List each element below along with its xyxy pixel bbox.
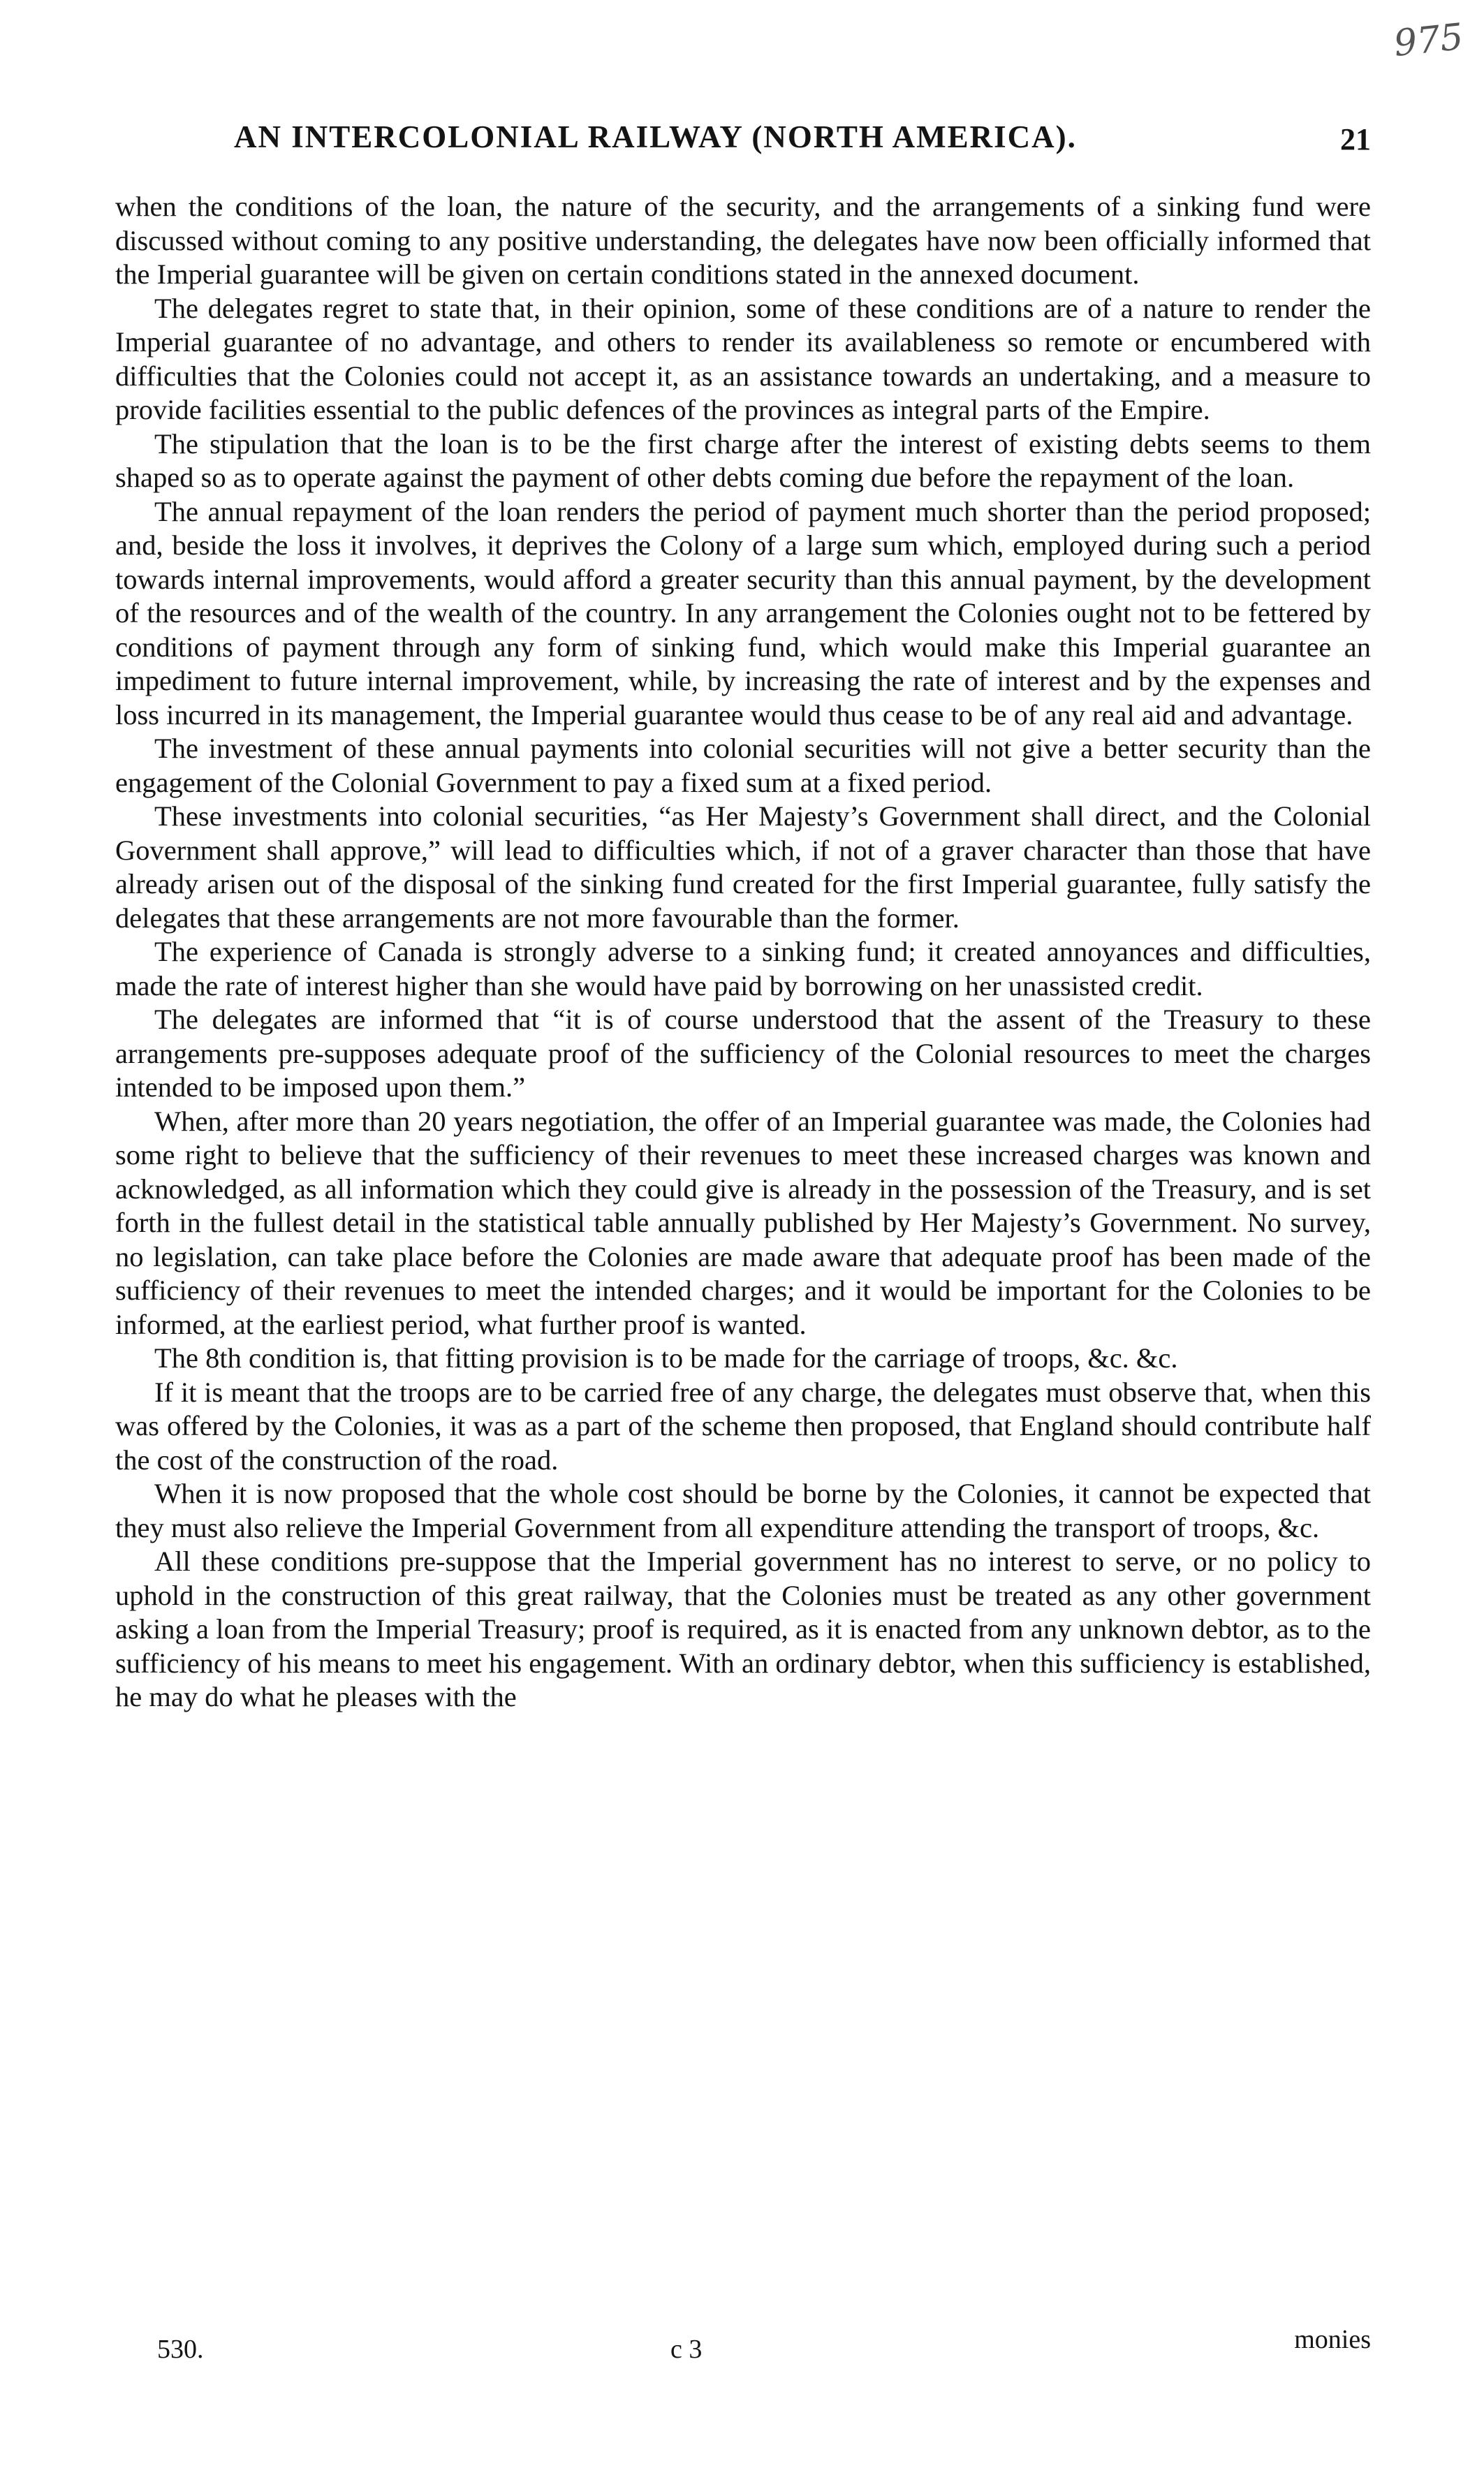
paragraph: The annual repayment of the loan renders the period of payment much shorter than the period proposed; and, beside the loss it involves, it deprives the Colony of a large sum which, employed during such a period towards internal improvements, would afford a greater security than this annual payment, by the development of the resources and of the wealth of the country. In any arrangement the Colonies ought not to be fettered by conditions of payment through any form of sinking fund, which would make this Imperial guarantee an impediment to future internal improvement, while, by increasing the rate of interest and by the expenses and loss incurred in its management, the Imperial guarantee would thus cease to be of any real aid and advantage. (115, 495, 1371, 730)
page-number: 21 (1340, 122, 1371, 156)
signature-letter: c 3 (670, 2335, 703, 2364)
paragraph: The delegates are informed that “it is of course understood that the assent of the Treasury to these arrangements pre-supposes adequate proof of the sufficiency of the Colonial resources to meet the charges intended to be imposed upon them.” (115, 1004, 1371, 1103)
paragraph: If it is meant that the troops are to be carried free of any charge, the delegates must observe that, when this was offered by the Colonies, it was as a part of the scheme then proposed, that England should contribute half the cost of the construction of the road. (115, 1376, 1371, 1476)
paragraph: The delegates regret to state that, in their opinion, some of these conditions are of a nature to render the Imperial guarantee of no advantage, and others to render its availableness so remote or encumbered with difficulties that the Colonies could not accept it, as an assistance towards an undertaking, and a measure to provide facilities essential to the public defences of the provinces as integral parts of the Empire. (115, 292, 1371, 425)
paragraph: When, after more than 20 years negotiation, the offer of an Imperial guarantee was made, the Colonies had some right to believe that the sufficiency of their revenues to meet these increased charges was known and acknowledged, as all information which they could give is already in the possession of the Treasury, and is set forth in the fullest detail in the statistical table annually published by Her Majesty’s Government. No survey, no legislation, can take place before the Colonies are made aware that adequate proof has been made of the sufficiency of their revenues to meet the intended charges; and it would be important for the Colonies to be informed, at the earliest period, what further proof is wanted. (115, 1105, 1371, 1340)
paragraph: All these conditions pre-suppose that the Imperial government has no interest to serve, or no policy to uphold in the construction of this great railway, that the Colonies must be treated as any other government asking a loan from the Imperial Treasury; proof is required, as it is enacted from any unknown debtor, as to the sufficiency of his means to meet his engagement. With an ordinary debtor, when this sufficiency is established, he may do what he pleases with the (115, 1545, 1371, 1712)
catchword: monies (1294, 2325, 1371, 2354)
paragraph: The investment of these annual payments into colonial securities will not give a better security than the engagement of the Colonial Government to pay a fixed sum at a fixed period. (115, 733, 1371, 798)
running-title: AN INTERCOLONIAL RAILWAY (NORTH AMERICA). (234, 119, 1077, 154)
paragraph: When it is now proposed that the whole cost should be borne by the Colonies, it cannot be expected that they must also relieve the Imperial Government from all expenditure attending the transport of troops, &c. (115, 1478, 1371, 1543)
paragraph: The 8th condition is, that fitting provision is to be made for the carriage of troops, &c. &c. (154, 1342, 1178, 1374)
paragraph: The experience of Canada is strongly adverse to a sinking fund; it created annoyances and difficulties, made the rate of interest higher than she would have paid by borrowing on her unassisted credit. (115, 936, 1371, 1001)
body-text (115, 190, 1371, 1714)
paragraph: when the conditions of the loan, the nature of the security, and the arrangements of a sinking fund were discussed without coming to any positive understanding, the delegates have now been officially informed that the Imperial guarantee will be given on certain conditions stated in the annexed document. (115, 191, 1371, 290)
paragraph: These investments into colonial securities, “as Her Majesty’s Government shall direct, and the Colonial Government shall approve,” will lead to difficulties which, if not of a graver character than those that have already arisen out of the disposal of the sinking fund created for the first Imperial guarantee, fully satisfy the delegates that these arrangements are not more favourable than the former. (115, 800, 1371, 934)
page-header (115, 119, 1371, 168)
page-footer (157, 2325, 1371, 2372)
paragraph: The stipulation that the loan is to be the first charge after the interest of existing debts seems to them shaped so as to operate against the payment of other debts coming due before the repayment of the loan. (115, 427, 1371, 493)
handwritten-folio-mark: 975 (1391, 15, 1465, 66)
signature-mark: 530. (157, 2335, 204, 2364)
